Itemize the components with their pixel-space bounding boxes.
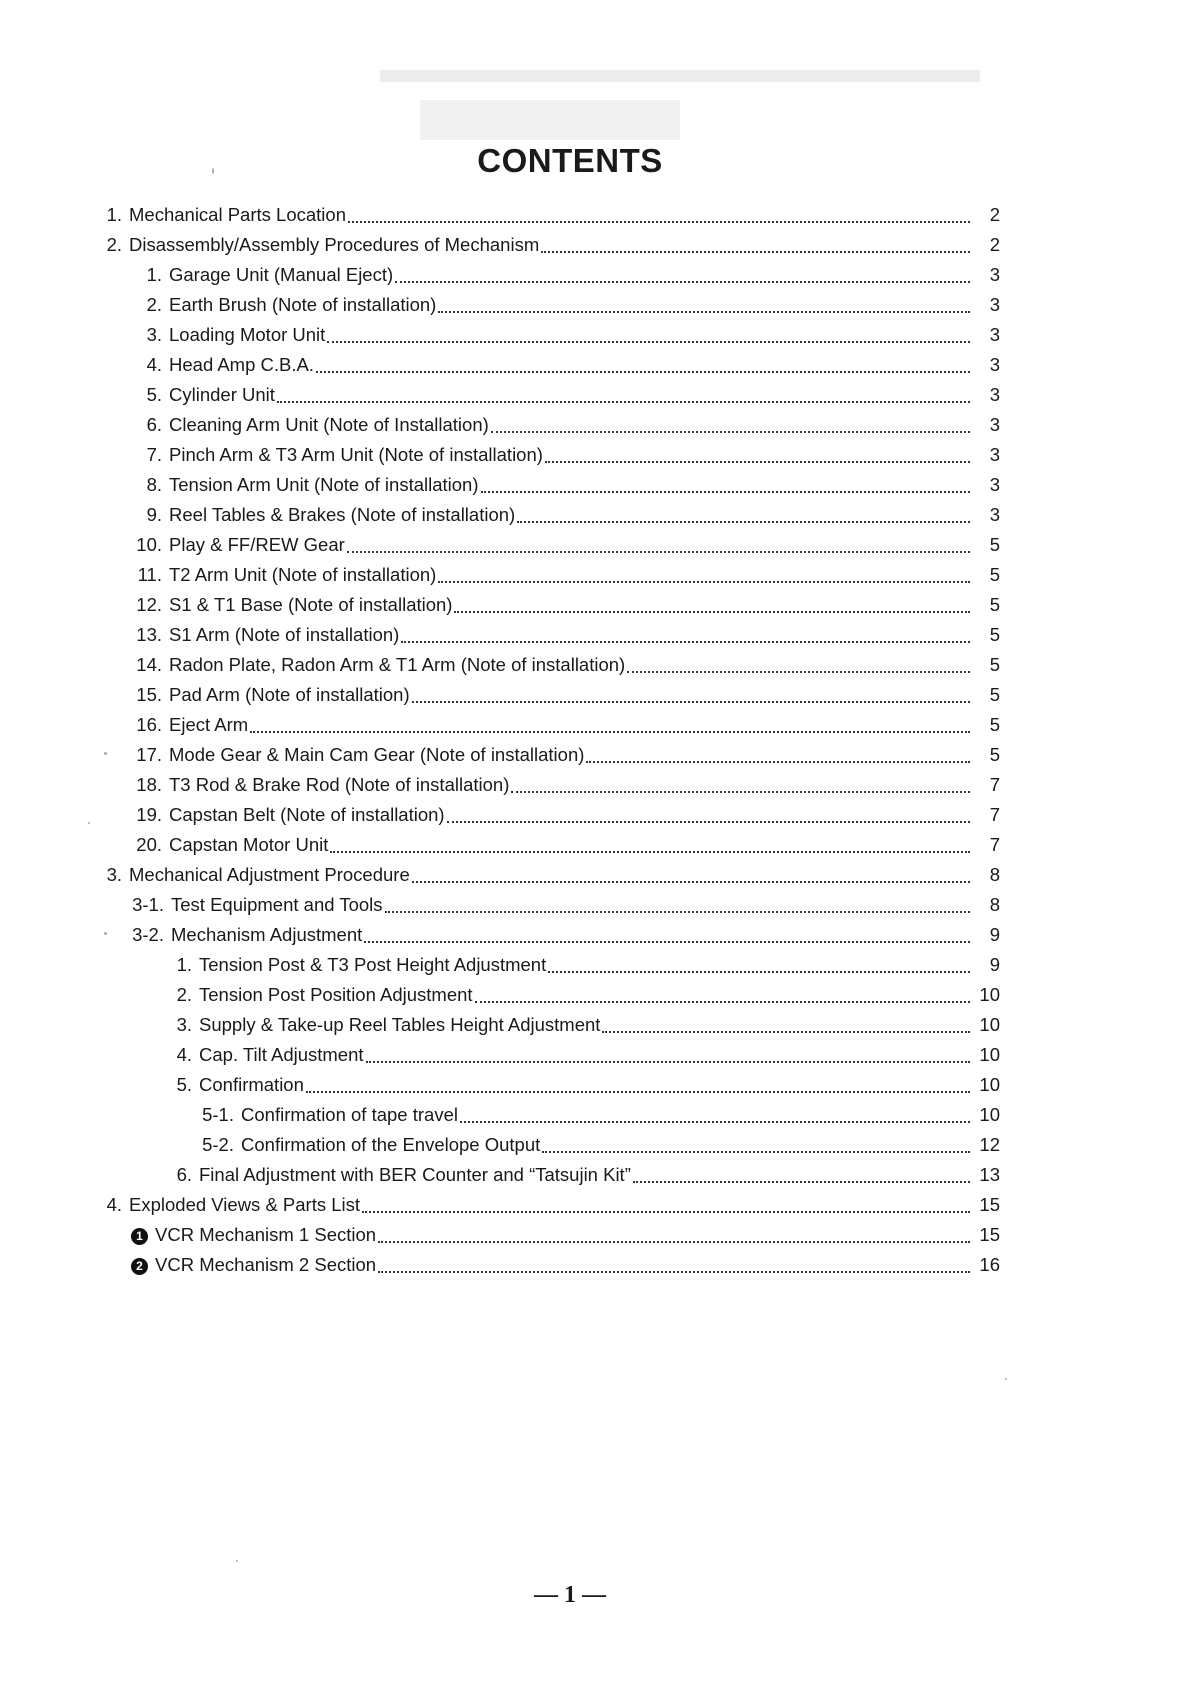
entry-page: 10 — [979, 984, 1000, 1005]
entry-number: 13. — [136, 624, 162, 645]
entry-number: 18. — [136, 774, 162, 795]
entry-number: 8. — [146, 474, 162, 495]
entry-page: 15 — [979, 1194, 1000, 1215]
entry-title: VCR Mechanism 1 Section — [155, 1224, 377, 1245]
toc-entry[interactable] — [134, 710, 1000, 740]
toc-entry[interactable] — [134, 680, 1000, 710]
dot-leader — [481, 491, 971, 493]
entry-number: 5. — [146, 384, 162, 405]
dot-leader — [378, 1271, 970, 1273]
entry-title: Garage Unit (Manual Eject) — [169, 264, 394, 285]
toc-entry[interactable] — [134, 290, 1000, 320]
toc-entry[interactable] — [128, 920, 1000, 950]
toc-entry[interactable] — [134, 320, 1000, 350]
entry-page: 2 — [989, 204, 1000, 225]
entry-number: 1. — [146, 264, 162, 285]
toc-entry[interactable] — [134, 770, 1000, 800]
scan-speck — [212, 168, 214, 174]
entry-number: 6. — [176, 1164, 192, 1185]
entry-title: Exploded Views & Parts List — [129, 1194, 361, 1215]
entry-number: 4. — [176, 1044, 192, 1065]
dot-leader — [602, 1031, 970, 1033]
toc-entry[interactable] — [172, 1070, 1000, 1100]
toc-entry[interactable] — [100, 860, 1000, 890]
entry-number: 3-2. — [132, 924, 164, 945]
toc-entry[interactable] — [128, 1220, 1000, 1250]
dot-leader — [327, 341, 970, 343]
toc-entry[interactable] — [134, 470, 1000, 500]
filled-circle-number-icon: 1 — [131, 1228, 148, 1245]
entry-title: Radon Plate, Radon Arm & T1 Arm (Note of installation) — [169, 654, 626, 675]
entry-title: Pad Arm (Note of installation) — [169, 684, 410, 705]
toc-entry[interactable] — [134, 650, 1000, 680]
entry-page: 2 — [989, 234, 1000, 255]
toc-entry[interactable] — [134, 500, 1000, 530]
toc-entry[interactable] — [100, 230, 1000, 260]
dot-leader — [378, 1241, 970, 1243]
entry-number: 1. — [106, 204, 122, 225]
dot-leader — [401, 641, 970, 643]
entry-page: 8 — [989, 894, 1000, 915]
entry-number: 5. — [176, 1074, 192, 1095]
toc-entry[interactable] — [200, 1130, 1000, 1160]
entry-title: T3 Rod & Brake Rod (Note of installation) — [169, 774, 510, 795]
entry-title: Capstan Belt (Note of installation) — [169, 804, 445, 825]
entry-title: Cleaning Arm Unit (Note of Installation) — [169, 414, 489, 435]
toc-entry[interactable] — [134, 350, 1000, 380]
entry-number: 4. — [106, 1194, 122, 1215]
entry-title: Earth Brush (Note of installation) — [169, 294, 437, 315]
entry-title: Mechanism Adjustment — [171, 924, 363, 945]
entry-number: 14. — [136, 654, 162, 675]
entry-title: Test Equipment and Tools — [171, 894, 383, 915]
entry-page: 3 — [989, 474, 1000, 495]
entry-page: 3 — [989, 354, 1000, 375]
entry-page: 5 — [989, 684, 1000, 705]
entry-title: VCR Mechanism 2 Section — [155, 1254, 377, 1275]
entry-title: Eject Arm — [169, 714, 249, 735]
toc-entry[interactable] — [134, 530, 1000, 560]
entry-title: Tension Post & T3 Post Height Adjustment — [199, 954, 547, 975]
entry-number: 3. — [146, 324, 162, 345]
entry-page: 5 — [989, 594, 1000, 615]
toc-entry[interactable] — [172, 1010, 1000, 1040]
entry-page: 5 — [989, 564, 1000, 585]
entry-title: Play & FF/REW Gear — [169, 534, 345, 555]
dot-leader — [438, 311, 970, 313]
entry-title: Tension Arm Unit (Note of installation) — [169, 474, 479, 495]
entry-title: T2 Arm Unit (Note of installation) — [169, 564, 437, 585]
entry-page: 5 — [989, 624, 1000, 645]
entry-number: 5-1. — [202, 1104, 234, 1125]
entry-page: 3 — [989, 384, 1000, 405]
toc-entry[interactable] — [134, 590, 1000, 620]
dot-leader — [364, 941, 970, 943]
toc-entry[interactable] — [172, 980, 1000, 1010]
dot-leader — [347, 551, 970, 553]
toc-entry[interactable] — [134, 440, 1000, 470]
entry-number: 17. — [136, 744, 162, 765]
toc-entry[interactable] — [134, 560, 1000, 590]
entry-page: 5 — [989, 654, 1000, 675]
entry-number: 3-1. — [132, 894, 164, 915]
dot-leader — [633, 1181, 970, 1183]
toc-entry[interactable] — [134, 620, 1000, 650]
entry-title: Supply & Take-up Reel Tables Height Adjustment — [199, 1014, 601, 1035]
dot-leader — [541, 251, 970, 253]
page-title: CONTENTS — [477, 142, 663, 179]
entry-page: 5 — [989, 744, 1000, 765]
entry-title: S1 & T1 Base (Note of installation) — [169, 594, 453, 615]
dot-leader — [475, 1001, 970, 1003]
dot-leader — [491, 431, 970, 433]
entry-page: 3 — [989, 324, 1000, 345]
entry-title: Final Adjustment with BER Counter and “Tatsujin Kit” — [199, 1164, 631, 1185]
filled-circle-number-icon: 2 — [131, 1258, 148, 1275]
dot-leader — [412, 881, 970, 883]
toc-entry[interactable] — [134, 380, 1000, 410]
toc-entry[interactable] — [200, 1100, 1000, 1130]
entry-page: 7 — [989, 774, 1000, 795]
entry-page: 7 — [989, 834, 1000, 855]
entry-title: Cylinder Unit — [169, 384, 275, 405]
dot-leader — [366, 1061, 970, 1063]
toc-entry[interactable] — [172, 950, 1000, 980]
entry-title: Mechanical Parts Location — [129, 204, 346, 225]
toc-entry[interactable] — [134, 740, 1000, 770]
dot-leader — [447, 821, 970, 823]
entry-title: Loading Motor Unit — [169, 324, 326, 345]
toc-entry[interactable] — [134, 410, 1000, 440]
dot-leader — [250, 731, 970, 733]
toc-entry[interactable] — [128, 890, 1000, 920]
entry-title: Head Amp C.B.A. — [169, 354, 314, 375]
entry-number: 3. — [106, 864, 122, 885]
dot-leader — [316, 371, 970, 373]
entry-page: 5 — [989, 714, 1000, 735]
entry-page: 3 — [989, 264, 1000, 285]
dot-leader — [362, 1211, 970, 1213]
dot-leader — [545, 461, 970, 463]
dot-leader — [517, 521, 970, 523]
toc-entry[interactable] — [134, 260, 1000, 290]
toc-entry[interactable] — [100, 1190, 1000, 1220]
entry-number: 6. — [146, 414, 162, 435]
entry-number: 7. — [146, 444, 162, 465]
entry-page: 3 — [989, 294, 1000, 315]
dot-leader — [277, 401, 970, 403]
entry-page: 10 — [979, 1074, 1000, 1095]
dot-leader — [438, 581, 970, 583]
toc-entry[interactable] — [172, 1040, 1000, 1070]
entry-number: 12. — [136, 594, 162, 615]
dot-leader — [306, 1091, 970, 1093]
toc-entry[interactable] — [172, 1160, 1000, 1190]
dot-leader — [542, 1151, 970, 1153]
entry-page: 3 — [989, 444, 1000, 465]
entry-page: 9 — [989, 954, 1000, 975]
entry-number: 4. — [146, 354, 162, 375]
scan-speck — [236, 1560, 238, 1562]
dot-leader — [586, 761, 970, 763]
entry-title: Cap. Tilt Adjustment — [199, 1044, 364, 1065]
scan-noise-top — [380, 70, 980, 82]
entry-number: 19. — [136, 804, 162, 825]
dot-leader — [460, 1121, 970, 1123]
entry-number — [128, 1220, 148, 1250]
dot-leader — [395, 281, 970, 283]
entry-number: 20. — [136, 834, 162, 855]
entry-number: 9. — [146, 504, 162, 525]
entry-page: 7 — [989, 804, 1000, 825]
entry-title: S1 Arm (Note of installation) — [169, 624, 400, 645]
entry-page: 10 — [979, 1044, 1000, 1065]
entry-title: Reel Tables & Brakes (Note of installation) — [169, 504, 516, 525]
entry-page: 10 — [979, 1104, 1000, 1125]
toc-entry[interactable] — [128, 1250, 1000, 1280]
entry-title: Pinch Arm & T3 Arm Unit (Note of installation) — [169, 444, 543, 465]
dot-leader — [330, 851, 970, 853]
toc-entry[interactable] — [134, 800, 1000, 830]
entry-page: 3 — [989, 414, 1000, 435]
dot-leader — [454, 611, 970, 613]
entry-title: Tension Post Position Adjustment — [199, 984, 473, 1005]
entry-page: 16 — [979, 1254, 1000, 1275]
entry-title: Confirmation of tape travel — [241, 1104, 458, 1125]
entry-page: 9 — [989, 924, 1000, 945]
entry-number: 2. — [176, 984, 192, 1005]
entry-title: Confirmation of the Envelope Output — [241, 1134, 541, 1155]
entry-page: 3 — [989, 504, 1000, 525]
dot-leader — [412, 701, 970, 703]
entry-title: Confirmation — [199, 1074, 304, 1095]
dot-leader — [511, 791, 970, 793]
toc-entry[interactable] — [100, 200, 1000, 230]
entry-number: 3. — [176, 1014, 192, 1035]
entry-number: 1. — [176, 954, 192, 975]
dot-leader — [627, 671, 970, 673]
entry-page: 15 — [979, 1224, 1000, 1245]
toc-entry[interactable] — [134, 830, 1000, 860]
entry-page: 8 — [989, 864, 1000, 885]
entry-number: 10. — [136, 534, 162, 555]
entry-title: Capstan Motor Unit — [169, 834, 329, 855]
entry-title: Mode Gear & Main Cam Gear (Note of installation) — [169, 744, 585, 765]
dot-leader — [348, 221, 970, 223]
scan-speck — [104, 752, 107, 755]
dot-leader — [385, 911, 970, 913]
scan-speck — [88, 822, 90, 824]
entry-page: 10 — [979, 1014, 1000, 1035]
entry-page: 12 — [979, 1134, 1000, 1155]
entry-number: 11. — [137, 564, 162, 585]
scan-speck — [104, 932, 107, 935]
entry-title: Disassembly/Assembly Procedures of Mechanism — [129, 234, 540, 255]
entry-number — [128, 1250, 148, 1280]
entry-number: 2. — [146, 294, 162, 315]
entry-number: 5-2. — [202, 1134, 234, 1155]
entry-page: 13 — [979, 1164, 1000, 1185]
entry-title: Mechanical Adjustment Procedure — [129, 864, 410, 885]
scan-speck — [1005, 1378, 1007, 1380]
entry-number: 2. — [106, 234, 122, 255]
entry-number: 15. — [136, 684, 162, 705]
entry-page: 5 — [989, 534, 1000, 555]
entry-number: 16. — [136, 714, 162, 735]
page-number-footer: — 1 — — [534, 1582, 606, 1608]
dot-leader — [548, 971, 970, 973]
scan-noise-title — [420, 100, 680, 140]
